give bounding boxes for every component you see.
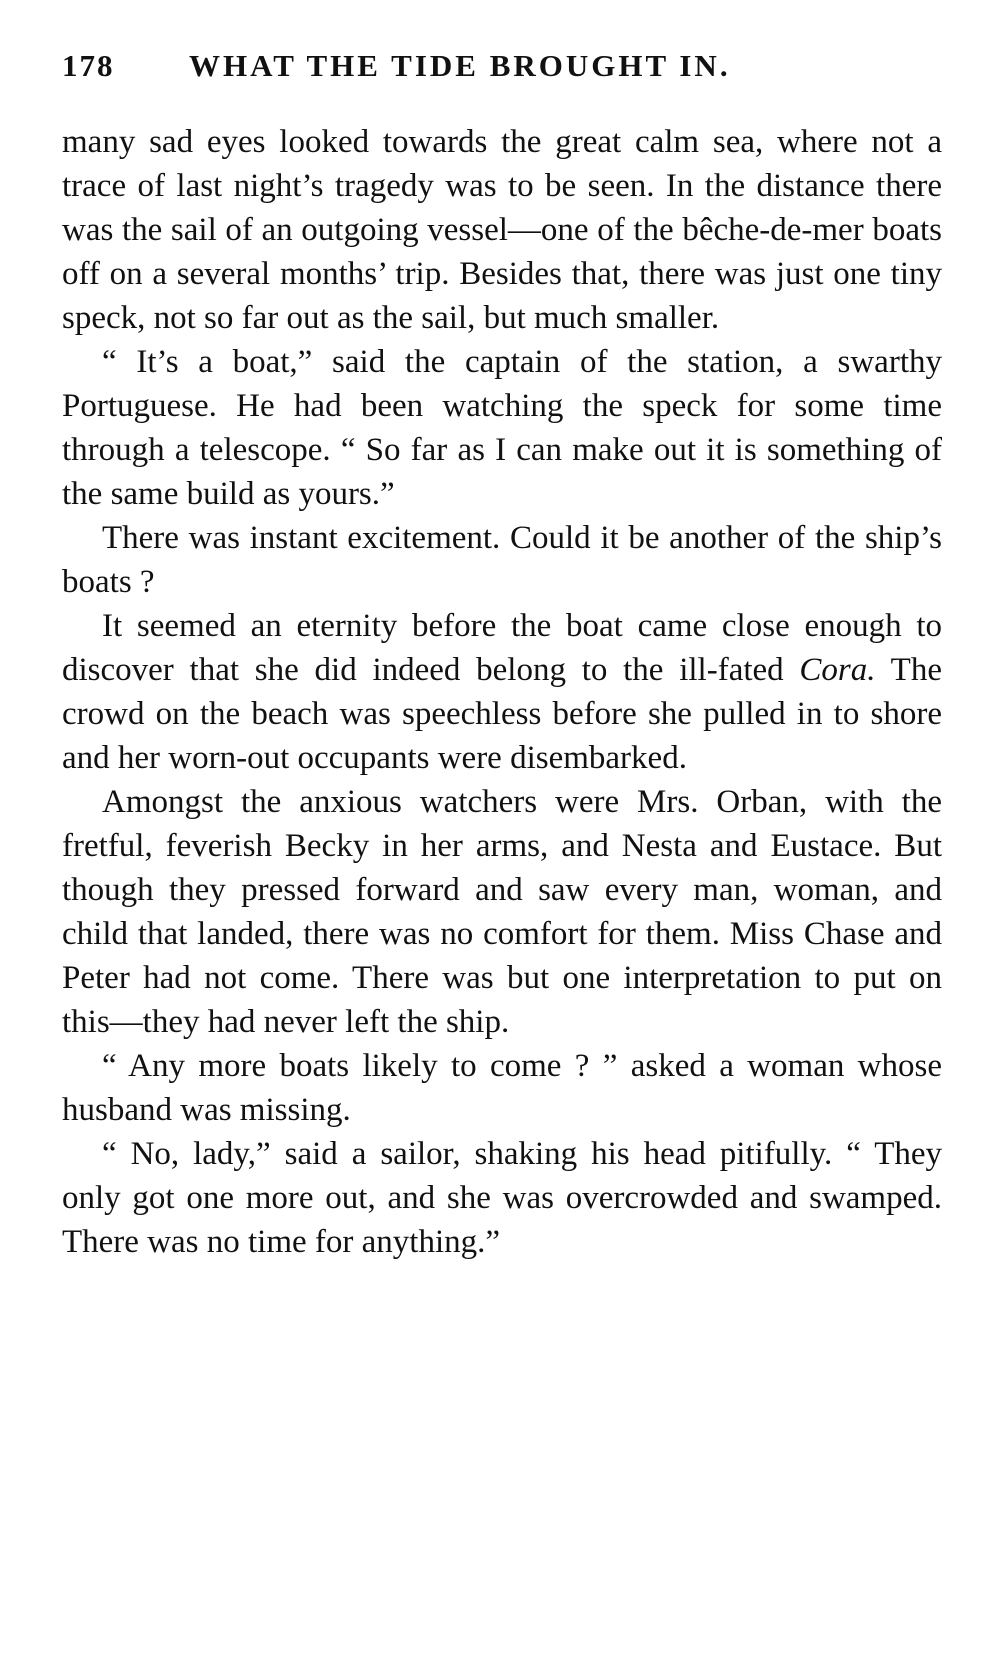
paragraph-text: It seemed an eternity before the boat came close enough to discover that she did indeed belong to the ill-fated [62, 608, 942, 688]
paragraph: many sad eyes looked towards the great calm sea, where not a trace of last night’s tragedy was to be seen. In the distance there was the sail of an outgoing vessel—one of the bêche-de-mer boats off on a several months’ trip. Besides that, there was just one tiny speck, not so far out as the sail, but much smaller. [62, 124, 942, 336]
page-number: 178 [62, 48, 115, 83]
paragraph: There was instant excitement. Could it be another of the ship’s boats ? [62, 520, 942, 600]
paragraph: “ It’s a boat,” said the captain of the station, a swarthy Portuguese. He had been watching the speck for some time through a telescope. “ So far as I can make out it is something of the same build as yours.” [62, 344, 942, 512]
body-text [62, 120, 942, 1264]
paragraph [62, 604, 942, 780]
paragraph: “ No, lady,” said a sailor, shaking his head pitifully. “ They only got one more out, and she was overcrowded and swamped. There was no time for anything.” [62, 1136, 942, 1260]
paragraph-text: The crowd on the beach was speechless before she pulled in to shore and her worn-out occupants were disembarked. [62, 652, 942, 776]
page-header [62, 48, 942, 98]
ship-name: Cora. [799, 652, 876, 688]
running-head: WHAT THE TIDE BROUGHT IN. [189, 48, 731, 83]
paragraph: Amongst the anxious watchers were Mrs. Orban, with the fretful, feverish Becky in her arms, and Nesta and Eustace. But though they pressed forward and saw every man, woman, and child that landed, there was no comfort for them. Miss Chase and Peter had not come. There was but one interpretation to put on this—they had never left the ship. [62, 784, 942, 1040]
paragraph: “ Any more boats likely to come ? ” asked a woman whose husband was missing. [62, 1048, 942, 1128]
